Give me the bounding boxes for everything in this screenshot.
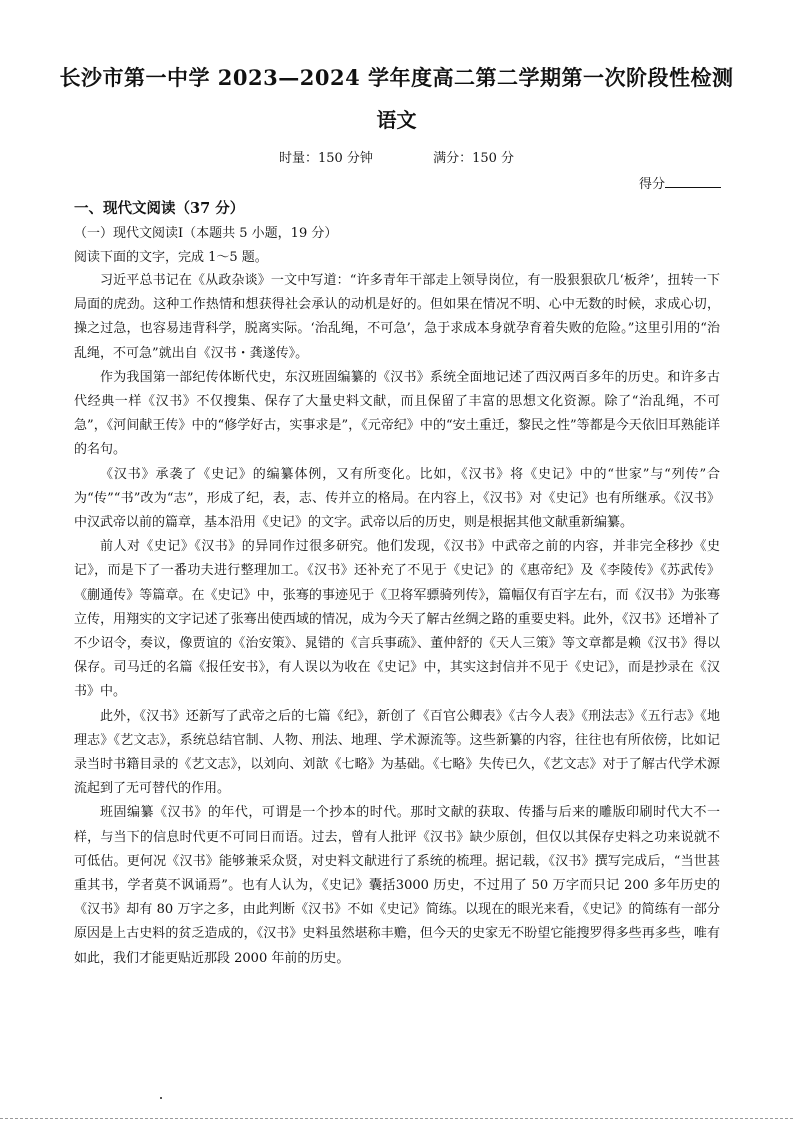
paragraph: 此外，《汉书》还新写了武帝之后的七篇《纪》，新创了《百官公卿表》《古今人表》《刑法志》《五行志》《地理志》《艺文志》，系统总结官制、人物、刑法、地理、学术源流等。这些新纂的内容，往往也有所依傍，比如记录当时书籍目录的《艺文志》，以刘向、刘歆《七略》为基础。《七略》失传已久，《艺文志》对于了解古代学术源流起到了无可替代的作用。 <box>74 708 720 797</box>
paragraph: 班固编纂《汉书》的年代，可谓是一个抄本的时代。那时文献的获取、传播与后来的雕版印刷时代大不一样，与当下的信息时代更不可同日而语。过去，曾有人批评《汉书》缺少原创，但仅以其保存史料之功来说就不可低估。更何况《汉书》能够兼采众贤，对史料文献进行了系统的梳理。据记载，《汉书》撰写完成后，“当世甚重其书，学者莫不讽诵焉”。也有人认为，《史记》囊括3000 历史，不过用了 50 万字而只记 200 多年历史的《汉书》却有 80 万字之多，由此判断《汉书》不如《史记》简练。以现在的眼光来看，《史记》的简练有一部分原因是上古史料的贫乏造成的，《汉书》史料虽然堪称丰赡，但今天的史家无不盼望它能搜罗得多些再多些，唯有如此，我们才能更贴近那段 2000 年前的历史。 <box>74 805 720 966</box>
exam-title: 长沙市第一中学 2023—2024 学年度高二第二学期第一次阶段性检测 <box>59 65 734 90</box>
page-mark <box>160 1097 162 1099</box>
subject-title: 语文 <box>376 108 417 132</box>
exam-meta <box>0 147 793 166</box>
paragraph: 《汉书》承袭了《史记》的编纂体例，又有所变化。比如，《汉书》将《史记》中的“世家”与“列传”合为“传”“书”改为“志”，形成了纪，表，志、传并立的格局。在内容上，《汉书》对《史记》也有所继承。《汉书》中汉武帝以前的篇章，基本沿用《史记》的文字。武帝以后的历史，则是根据其他文献重新编纂。 <box>74 466 720 531</box>
score-label: 得分 <box>638 177 665 192</box>
paragraph: 作为我国第一部纪传体断代史，东汉班固编纂的《汉书》系统全面地记述了西汉两百多年的历史。和许多古代经典一样《汉书》不仅搜集、保存了大量史料文献，而且保留了丰富的思想文化资源。除了“治乱绳，不可急”，《河间献王传》中的“修学好古，实事求是”，《元帝纪》中的“安土重迁，黎民之性”等都是今天依旧耳熟能详的名句。 <box>74 369 720 458</box>
subsection-heading: （一）现代文阅读Ⅰ（本题共 5 小题，19 分） <box>74 226 338 241</box>
reading-passage <box>74 269 720 971</box>
full-score: 满分：150 分 <box>433 151 515 166</box>
footer-rule <box>0 1118 793 1119</box>
score-blank <box>665 175 721 188</box>
paragraph: 前人对《史记》《汉书》的异同作过很多研究。他们发现，《汉书》中武帝之前的内容，并非完全移抄《史记》，而是下了一番功夫进行整理加工。《汉书》还补充了不见于《史记》的《惠帝纪》及《李陵传》《苏武传》《蒯通传》等篇章。在《史记》中，张骞的事迹见于《卫将军骠骑列传》，篇幅仅有百字左右，而《汉书》为张骞立传，用翔实的文字记述了张骞出使西域的情况，成为今天了解古丝绸之路的重要史料。此外，《汉书》还增补了不少诏令，奏议，像贾谊的《治安策》、晁错的《言兵事疏》、董仲舒的《天人三策》等文章都是赖《汉书》得以保存。司马迁的名篇《报任安书》，有人误以为收在《史记》中，其实这封信并不见于《史记》，而是抄录在《汉书》中。 <box>74 539 720 700</box>
reading-instruction: 阅读下面的文字，完成 1～5 题。 <box>74 250 268 265</box>
time-limit: 时量：150 分钟 <box>278 151 373 166</box>
paragraph: 习近平总书记在《从政杂谈》一文中写道：“许多青年干部走上领导岗位，有一股狠狠砍几‘板斧’，扭转一下局面的虎劲。这种工作热情和想获得社会承认的动机是好的。但如果在情况不明、心中无数的时候，求成心切，操之过急，也容易违背科学，脱离实际。‘治乱绳，不可急’，急于求成本身就孕育着失败的危险。”这里引用的“治乱绳，不可急”就出自《汉书・龚遂传》。 <box>74 273 720 361</box>
score-field <box>639 173 721 192</box>
section-heading: 一、现代文阅读（37 分） <box>74 200 245 217</box>
